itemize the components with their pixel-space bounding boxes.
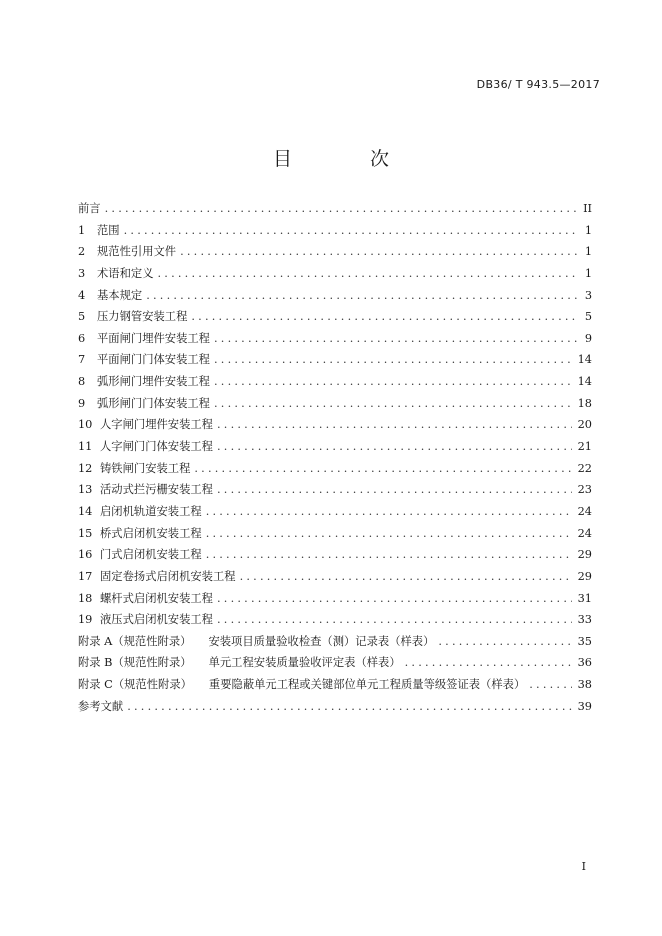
toc-entry-14[interactable]: [78, 501, 592, 523]
toc-leader-dots: [206, 501, 572, 523]
toc-entry-number: 19: [78, 613, 93, 627]
toc-entry-label: 平面闸门门体安装工程: [97, 353, 210, 367]
toc-entry-page: 24: [577, 504, 592, 518]
table-of-contents: [78, 198, 592, 717]
toc-entry-number: 3: [78, 266, 86, 280]
toc-entry-5[interactable]: [78, 306, 592, 328]
toc-entry-number: 8: [78, 375, 86, 389]
toc-entry-17[interactable]: [78, 566, 592, 588]
toc-entry-18[interactable]: [78, 588, 592, 610]
toc-leader-dots: [214, 328, 579, 350]
toc-entry-label: 螺杆式启闭机安装工程: [100, 591, 213, 605]
toc-leader-dots: [214, 393, 572, 415]
toc-leader-dots: [194, 458, 571, 480]
toc-leader-dots: [217, 609, 572, 631]
toc-entry-label: 压力钢管安装工程: [97, 310, 188, 324]
toc-entry-page: 23: [577, 483, 592, 497]
toc-appendix-name: 安装项目质量验收检查（测）记录表（样表）: [208, 634, 435, 648]
toc-entry-page: 20: [577, 418, 592, 432]
toc-leader-dots: [180, 241, 579, 263]
toc-leader-dots: [191, 306, 578, 328]
toc-entry-number: 17: [78, 569, 93, 583]
toc-entry-label: 人字闸门门体安装工程: [100, 440, 213, 454]
toc-entry-12[interactable]: [78, 458, 592, 480]
toc-appendix-name: 单元工程安装质量验收评定表（样表）: [208, 656, 401, 670]
toc-leader-dots: [217, 414, 572, 436]
standard-code: DB36/ T 943.5—2017: [476, 78, 600, 91]
toc-title: 目 次: [272, 148, 426, 170]
toc-leader-dots: [146, 285, 579, 307]
toc-entry-page: 31: [577, 591, 592, 605]
toc-entry-label: 弧形闸门埋件安装工程: [97, 375, 210, 389]
toc-entry-page: 24: [577, 526, 592, 540]
toc-entry-11[interactable]: [78, 436, 592, 458]
toc-entry-label: 弧形闸门门体安装工程: [97, 396, 210, 410]
toc-entry-page: 1: [584, 223, 592, 237]
toc-appendix-label: 附录 A（规范性附录）: [78, 634, 192, 648]
toc-leader-dots: [127, 696, 571, 718]
toc-appendix-label: 附录 C（规范性附录）: [78, 678, 192, 692]
toc-leader-dots: [206, 544, 572, 566]
toc-entry-page: II: [583, 202, 592, 215]
toc-entry-label: 启闭机轨道安装工程: [100, 504, 202, 518]
toc-entry-16[interactable]: [78, 544, 592, 566]
toc-entry-page: 29: [577, 569, 592, 583]
toc-entry-page: 38: [577, 678, 592, 692]
toc-appendix-c[interactable]: [78, 674, 592, 696]
toc-entry-label: 前言: [78, 202, 101, 215]
toc-entry-number: 18: [78, 591, 93, 605]
toc-entry-number: 10: [78, 418, 93, 432]
toc-entry-3[interactable]: [78, 263, 592, 285]
toc-leader-dots: [405, 652, 572, 674]
toc-entry-number: 13: [78, 483, 93, 497]
toc-entry-page: 18: [577, 396, 592, 410]
toc-entry-number: 15: [78, 526, 93, 540]
toc-entry-references[interactable]: [78, 696, 592, 718]
toc-leader-dots: [240, 566, 572, 588]
toc-appendix-b[interactable]: [78, 652, 592, 674]
toc-entry-page: 9: [584, 331, 592, 345]
toc-entry-1[interactable]: [78, 220, 592, 242]
toc-entry-page: 33: [577, 613, 592, 627]
toc-leader-dots: [206, 523, 572, 545]
toc-entry-number: 16: [78, 548, 93, 562]
toc-entry-number: 11: [78, 440, 93, 454]
toc-entry-page: 14: [577, 375, 592, 389]
toc-entry-label: 参考文献: [78, 699, 124, 713]
toc-entry-9[interactable]: [78, 393, 592, 415]
toc-entry-label: 门式启闭机安装工程: [100, 548, 202, 562]
toc-entry-13[interactable]: [78, 479, 592, 501]
toc-entry-page: 5: [584, 310, 592, 324]
toc-leader-dots: [214, 349, 572, 371]
toc-leader-dots: [217, 588, 572, 610]
toc-entry-page: 21: [577, 440, 592, 454]
toc-entry-page: 1: [584, 245, 592, 259]
toc-entry-label: 规范性引用文件: [97, 245, 177, 259]
toc-entry-2[interactable]: [78, 241, 592, 263]
toc-leader-dots: [438, 631, 571, 653]
toc-entry-foreword[interactable]: [78, 198, 592, 220]
toc-entry-19[interactable]: [78, 609, 592, 631]
toc-entry-label: 铸铁闸门安装工程: [100, 461, 191, 475]
toc-entry-label: 基本规定: [97, 288, 143, 302]
toc-entry-number: 14: [78, 504, 93, 518]
toc-entry-label: 固定卷扬式启闭机安装工程: [100, 569, 236, 583]
toc-entry-page: 29: [577, 548, 592, 562]
toc-entry-number: 1: [78, 223, 86, 237]
toc-leader-dots: [105, 198, 577, 220]
toc-entry-page: 14: [577, 353, 592, 367]
toc-entry-6[interactable]: [78, 328, 592, 350]
toc-entry-page: 22: [577, 461, 592, 475]
toc-entry-label: 范围: [97, 223, 120, 237]
toc-entry-label: 液压式启闭机安装工程: [100, 613, 213, 627]
toc-entry-page: 35: [577, 634, 592, 648]
toc-entry-number: 5: [78, 310, 86, 324]
toc-entry-label: 人字闸门埋件安装工程: [100, 418, 213, 432]
toc-appendix-label: 附录 B（规范性附录）: [78, 656, 192, 670]
toc-entry-label: 桥式启闭机安装工程: [100, 526, 202, 540]
toc-entry-4[interactable]: [78, 285, 592, 307]
toc-leader-dots: [124, 220, 579, 242]
toc-appendix-a[interactable]: [78, 631, 592, 653]
toc-entry-number: 4: [78, 288, 86, 302]
toc-entry-label: 平面闸门埋件安装工程: [97, 331, 210, 345]
toc-entry-page: 1: [584, 266, 592, 280]
toc-leader-dots: [217, 436, 572, 458]
toc-leader-dots: [217, 479, 572, 501]
toc-leader-dots: [529, 674, 571, 696]
toc-entry-label: 活动式拦污栅安装工程: [100, 483, 213, 497]
toc-entry-label: 术语和定义: [97, 266, 154, 280]
toc-entry-number: 6: [78, 331, 86, 345]
page-number: I: [581, 860, 586, 873]
toc-entry-10[interactable]: [78, 414, 592, 436]
toc-entry-7[interactable]: [78, 349, 592, 371]
toc-entry-number: 7: [78, 353, 86, 367]
toc-entry-number: 2: [78, 245, 86, 259]
toc-entry-page: 36: [577, 656, 592, 670]
toc-entry-page: 3: [584, 288, 592, 302]
toc-leader-dots: [214, 371, 572, 393]
toc-entry-number: 9: [78, 396, 86, 410]
toc-entry-page: 39: [577, 699, 592, 713]
toc-leader-dots: [158, 263, 579, 285]
toc-entry-8[interactable]: [78, 371, 592, 393]
toc-appendix-name: 重要隐蔽单元工程或关键部位单元工程质量等级签证表（样表）: [208, 678, 526, 692]
toc-entry-15[interactable]: [78, 523, 592, 545]
toc-entry-number: 12: [78, 461, 93, 475]
